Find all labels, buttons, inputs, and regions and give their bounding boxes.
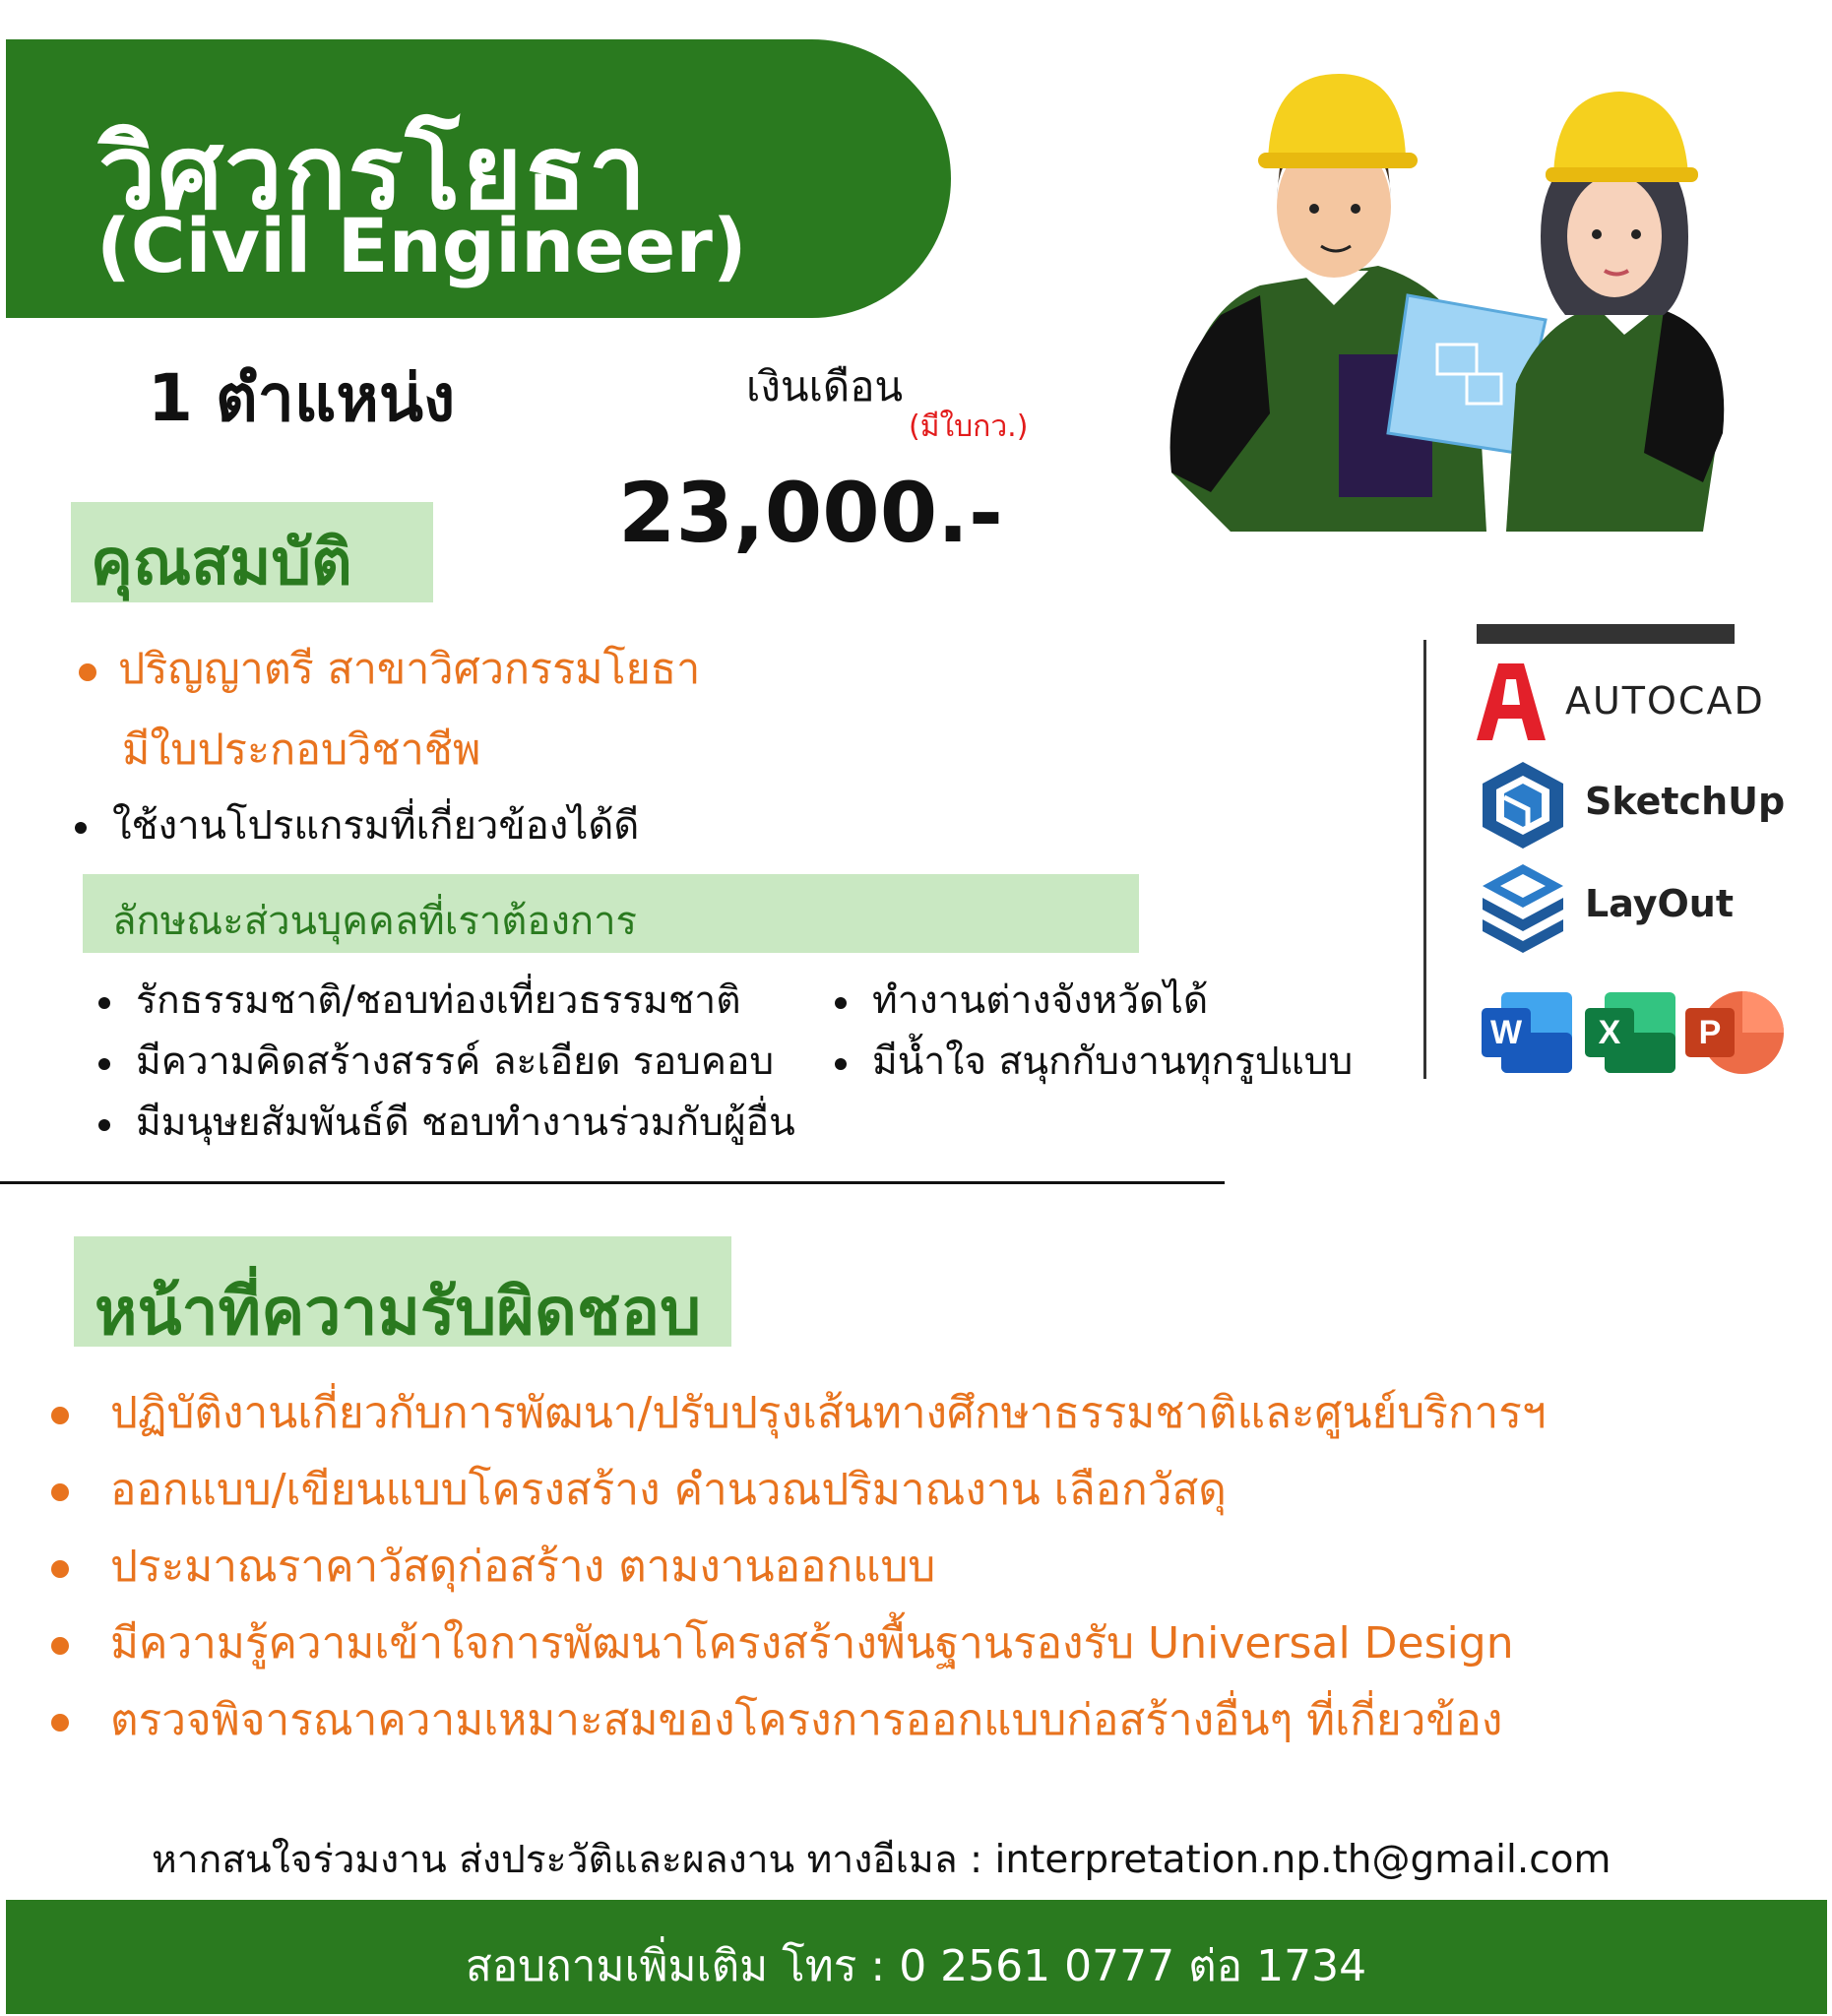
salary-license-note: (มีใบกว.) xyxy=(909,410,1029,444)
qualification-item: มีใบประกอบวิชาชีพ xyxy=(122,725,481,775)
excel-letter: X xyxy=(1598,1014,1621,1051)
powerpoint-letter: P xyxy=(1698,1014,1722,1051)
engineers-illustration xyxy=(1152,59,1742,541)
layout-icon xyxy=(1479,862,1567,953)
excel-icon xyxy=(1585,992,1675,1073)
duty-item: ประมาณราคาวัสดุก่อสร้าง ตามงานออกแบบ xyxy=(51,1532,935,1601)
autocad-label: AUTOCAD xyxy=(1565,679,1765,723)
bullet-icon xyxy=(98,1058,110,1070)
bullet-icon xyxy=(79,663,96,681)
duty-item: มีความรู้ความเข้าใจการพัฒนาโครงสร้างพื้นฐานรองรับ Universal Design xyxy=(51,1608,1514,1677)
bullet-icon xyxy=(75,822,87,834)
bullet-icon xyxy=(51,1483,69,1501)
position-count: 1 ตำแหน่ง xyxy=(148,360,456,436)
traits-title: ลักษณะส่วนบุคคลที่เราต้องการ xyxy=(112,899,638,944)
trait-item: รักธรรมชาติ/ชอบท่องเที่ยวธรรมชาติ xyxy=(98,970,741,1031)
duty-item: ออกแบบ/เขียนแบบโครงสร้าง คำนวณปริมาณงาน เลือกวัสดุ xyxy=(51,1455,1227,1524)
bullet-icon xyxy=(51,1407,69,1424)
bullet-icon xyxy=(51,1637,69,1655)
job-title-thai: วิศวกรโยธา xyxy=(98,112,649,232)
powerpoint-icon xyxy=(1685,990,1784,1075)
job-title-english: (Civil Engineer) xyxy=(96,202,747,289)
section-divider xyxy=(0,1181,1225,1184)
duty-item: ตรวจพิจารณาความเหมาะสมของโครงการออกแบบก่อสร้างอื่นๆ ที่เกี่ยวข้อง xyxy=(51,1685,1502,1754)
contact-phone-line: สอบถามเพิ่มเติม โทร : 0 2561 0777 ต่อ 1734 xyxy=(465,1941,1367,1991)
autocad-icon xyxy=(1477,663,1546,740)
qualification-item: ปริญญาตรี สาขาวิศวกรรมโยธา xyxy=(79,635,700,702)
duty-item: ปฏิบัติงานเกี่ยวกับการพัฒนา/ปรับปรุงเส้นทางศึกษาธรรมชาติและศูนย์บริการฯ xyxy=(51,1378,1547,1447)
software-divider xyxy=(1423,640,1426,1079)
trait-item: มีมนุษยสัมพันธ์ดี ชอบทำงานร่วมกับผู้อื่น xyxy=(98,1092,795,1153)
salary-label: เงินเดือน xyxy=(746,362,904,410)
layout-label: LayOut xyxy=(1585,882,1734,925)
contact-email-line: หากสนใจร่วมงาน ส่งประวัติและผลงาน ทางอีเมล : interpretation.np.th@gmail.com xyxy=(152,1838,1611,1882)
bullet-icon xyxy=(51,1560,69,1578)
bullet-icon xyxy=(51,1714,69,1732)
bullet-icon xyxy=(835,997,847,1009)
trait-item: มีน้ำใจ สนุกกับงานทุกรูปแบบ xyxy=(835,1031,1353,1092)
duties-title: หน้าที่ความรับผิดชอบ xyxy=(95,1274,702,1350)
bullet-icon xyxy=(98,1119,110,1131)
trait-item: ทำงานต่างจังหวัดได้ xyxy=(835,970,1208,1031)
sketchup-icon xyxy=(1479,760,1567,850)
sketchup-label: SketchUp xyxy=(1585,780,1786,823)
trait-item: มีความคิดสร้างสรรค์ ละเอียด รอบคอบ xyxy=(98,1031,774,1092)
qualification-item: ใช้งานโปรแกรมที่เกี่ยวข้องได้ดี xyxy=(75,793,639,856)
software-top-bar xyxy=(1477,624,1735,644)
salary-amount: 23,000.- xyxy=(618,465,1003,561)
word-icon xyxy=(1482,992,1572,1073)
qualifications-title: คุณสมบัติ xyxy=(91,527,352,599)
bullet-icon xyxy=(835,1058,847,1070)
word-letter: W xyxy=(1489,1014,1523,1051)
bullet-icon xyxy=(98,997,110,1009)
